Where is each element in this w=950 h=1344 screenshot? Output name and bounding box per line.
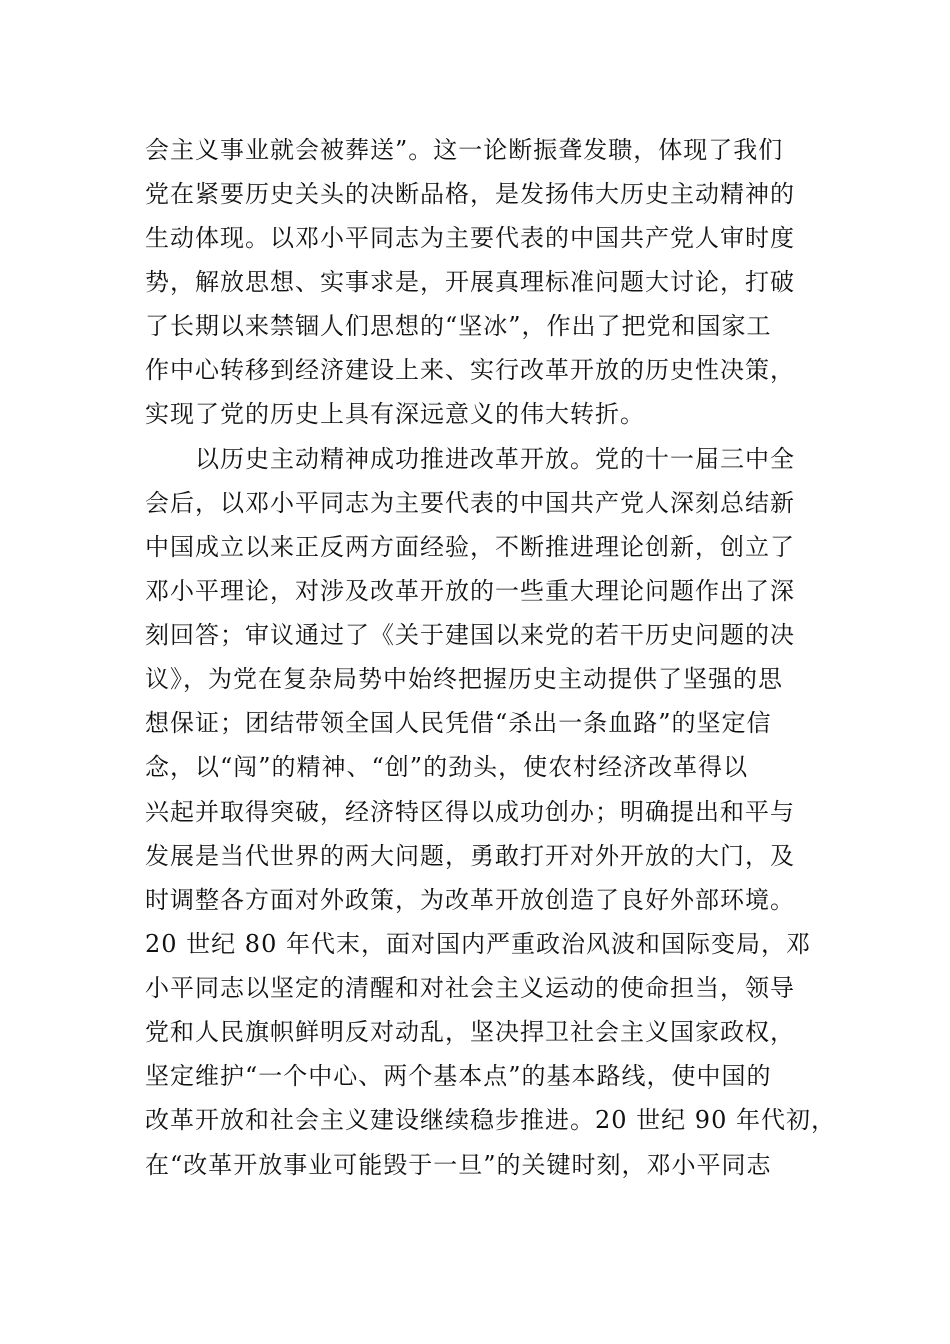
text-line: 会后，以邓小平同志为主要代表的中国共产党人深刻总结新 <box>145 489 795 517</box>
text-line: 邓小平理论，对涉及改革开放的一些重大理论问题作出了深 <box>145 577 795 605</box>
text-line: 会主义事业就会被葬送”。这一论断振聋发聩，体现了我们 <box>145 136 784 164</box>
text-line: 党在紧要历史关头的决断品格，是发扬伟大历史主动精神的 <box>145 180 795 208</box>
text-line: 时调整各方面对外政策，为改革开放创造了良好外部环境。 <box>145 886 795 914</box>
text-line: 了长期以来禁锢人们思想的“坚冰”，作出了把党和国家工 <box>145 312 772 340</box>
text-line: 念，以“闯”的精神、“创”的劲头，使农村经济改革得以 <box>145 753 749 781</box>
text-line: 作中心转移到经济建设上来、实行改革开放的历史性决策， <box>145 356 795 384</box>
text-line: 在“改革开放事业可能毁于一旦”的关键时刻，邓小平同志 <box>145 1151 772 1179</box>
text-line: 生动体现。以邓小平同志为主要代表的中国共产党人审时度 <box>145 224 795 252</box>
text-line: 党和人民旗帜鲜明反对动乱，坚决捍卫社会主义国家政权， <box>145 1018 795 1046</box>
text-line: 发展是当代世界的两大问题，勇敢打开对外开放的大门，及 <box>145 842 795 870</box>
text-line: 议》，为党在复杂局势中始终把握历史主动提供了坚强的思 <box>145 665 783 693</box>
text-line: 兴起并取得突破，经济特区得以成功创办；明确提出和平与 <box>145 798 795 826</box>
text-line: 刻回答；审议通过了《关于建国以来党的若干历史问题的决 <box>145 621 795 649</box>
text-line: 想保证；团结带领全国人民凭借“杀出一条血路”的坚定信 <box>145 709 772 737</box>
text-line: 势，解放思想、实事求是，开展真理标准问题大讨论，打破 <box>145 268 795 296</box>
text-line: 实现了党的历史上具有深远意义的伟大转折。 <box>145 400 645 428</box>
text-line: 改革开放和社会主义建设继续稳步推进。20 世纪 90 年代初， <box>145 1106 836 1134</box>
text-line: 20 世纪 80 年代末，面对国内严重政治风波和国际变局，邓 <box>145 930 811 958</box>
text-line: 坚定维护“一个中心、两个基本点”的基本路线，使中国的 <box>145 1062 772 1090</box>
paragraph-heading-line: 以历史主动精神成功推进改革开放。党的十一届三中全 <box>195 445 795 473</box>
text-line: 小平同志以坚定的清醒和对社会主义运动的使命担当，领导 <box>145 974 795 1002</box>
text-line: 中国成立以来正反两方面经验，不断推进理论创新，创立了 <box>145 533 795 561</box>
